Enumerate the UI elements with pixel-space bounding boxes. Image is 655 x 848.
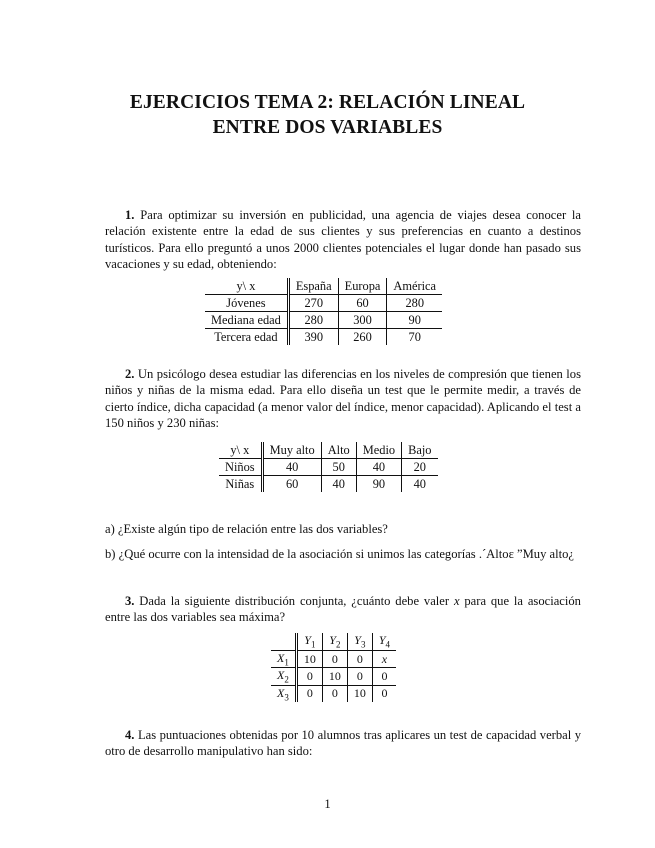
exercise-1 [105, 207, 581, 272]
exercise-text: Un psicólogo desea estudiar las diferencias en los niveles de compresión que tienen los niños y niñas de la misma edad. Para ello diseña un test que le permite medir, a través de cierto índice, dicha capacidad (a menor valor del índice, menor capacidad). Aplicando el test a 150 niños y 230 niñas: [105, 367, 581, 430]
row-label: Mediana edad [205, 312, 288, 329]
table-corner: y\ x [219, 442, 262, 459]
table-row [219, 459, 438, 476]
cell: 10 [347, 685, 372, 702]
table-age-destination [205, 278, 442, 345]
cell: 0 [347, 651, 372, 668]
col-header: Alto [321, 442, 356, 459]
variable-x: x [453, 594, 460, 608]
col-header: $Y_1$ [296, 633, 322, 651]
col-header: Muy alto [262, 442, 321, 459]
cell: 90 [387, 312, 442, 329]
cell: 60 [262, 476, 321, 493]
table-row [219, 476, 438, 493]
row-label: Niñas [219, 476, 262, 493]
row-label: $X_1$ [271, 651, 296, 668]
cell: 10 [296, 651, 322, 668]
col-header: $Y_3$ [347, 633, 372, 651]
cell: 0 [381, 686, 388, 701]
cell: 40 [413, 476, 426, 491]
cell: 0 [372, 668, 396, 685]
cell: 90 [356, 476, 401, 493]
cell: 20 [402, 459, 438, 476]
page-title-line-2: ENTRE DOS VARIABLES [212, 117, 443, 138]
row-label: $X_3$ [271, 685, 296, 702]
cell: 10 [322, 668, 347, 685]
cell: 0 [296, 668, 322, 685]
table-joint-distribution [271, 633, 396, 702]
cell: 280 [387, 295, 442, 312]
table-row [205, 312, 442, 329]
exercise-text-cont: para que la asociación entre las dos variables sea máxima? [105, 594, 581, 625]
table-row [205, 295, 442, 312]
question-b: b) ¿Qué ocurre con la intensidad de la asociación si unimos las categorías .´Altoε ”Muy alto¿ [105, 547, 575, 561]
table-row [205, 329, 442, 346]
exercise-text: Para optimizar su inversión en publicidad, una agencia de viajes desea conocer la relación existente entre la edad de sus clientes y sus preferencias en cuanto a destinos turísticos. Para ello preguntó a unos 2000 clientes potenciales el lugar donde han pasado sus vacaciones y su edad, obteniendo: [105, 208, 581, 271]
exercise-number: 2. [125, 367, 135, 381]
exercise-number: 3. [125, 594, 135, 608]
cell: 390 [288, 329, 338, 346]
exercise-text: Dada la siguiente distribución conjunta, ¿cuánto debe valer [139, 594, 450, 608]
col-header: España [288, 278, 338, 295]
col-header: $Y_2$ [322, 633, 347, 651]
cell: 0 [322, 651, 347, 668]
table-row [271, 668, 396, 685]
col-header: $Y_4$ [372, 633, 396, 651]
page-number: 1 [324, 797, 331, 811]
col-header: Bajo [402, 442, 438, 459]
table-row [271, 685, 396, 702]
col-header: América [387, 278, 442, 295]
cell: 300 [338, 312, 387, 329]
cell: 40 [262, 459, 321, 476]
cell: 50 [321, 459, 356, 476]
exercise-number: 1. [125, 208, 135, 222]
cell: 60 [338, 295, 387, 312]
row-label: Jóvenes [205, 295, 288, 312]
table-comprehension [219, 442, 438, 492]
cell: 260 [338, 329, 387, 346]
cell: 0 [322, 685, 347, 702]
col-header: Medio [356, 442, 401, 459]
exercise-text: Las puntuaciones obtenidas por 10 alumnos tras aplicares un test de capacidad verbal y otro de desarrollo manipulativo han sido: [105, 728, 582, 759]
row-label: $X_2$ [271, 668, 296, 685]
table-corner: y\ x [205, 278, 288, 295]
cell: 270 [288, 295, 338, 312]
exercise-3 [105, 593, 581, 626]
cell: 40 [356, 459, 401, 476]
exercise-4 [105, 727, 581, 760]
cell: x [372, 651, 396, 668]
cell: 0 [347, 668, 372, 685]
cell: 280 [288, 312, 338, 329]
exercise-number: 4. [125, 728, 135, 742]
row-label: Niños [219, 459, 262, 476]
row-label: Tercera edad [205, 329, 288, 346]
table-corner [271, 633, 296, 651]
col-header: Europa [338, 278, 387, 295]
cell: 40 [321, 476, 356, 493]
question-a: a) ¿Existe algún tipo de relación entre las dos variables? [105, 522, 388, 536]
cell: 0 [296, 685, 322, 702]
exercise-2 [105, 366, 581, 431]
table-row [271, 651, 396, 668]
page-title-line-1: EJERCICIOS TEMA 2: RELACIÓN LINEAL [129, 92, 526, 113]
cell: 70 [408, 329, 421, 344]
